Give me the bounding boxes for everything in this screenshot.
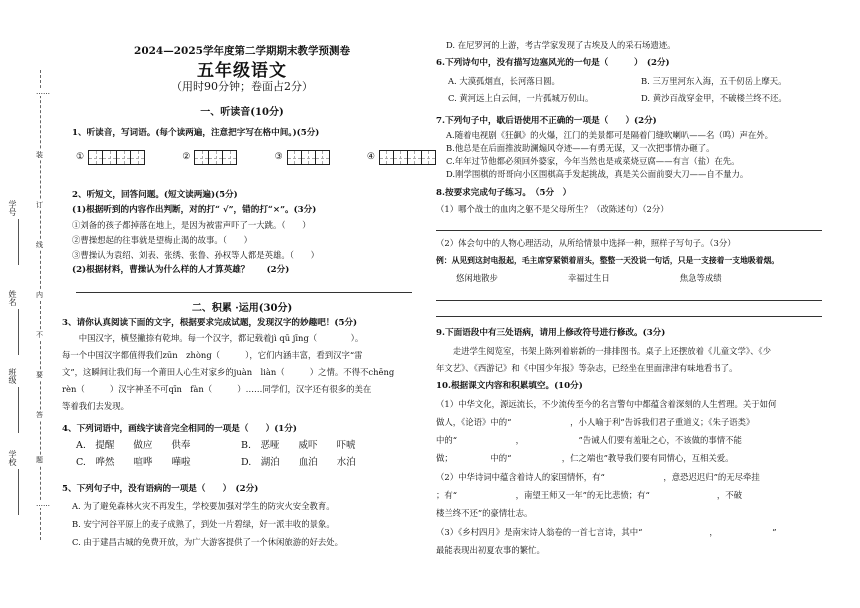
option-d[interactable]: D.刚学围棋的哥哥向小区围棋高手发起挑战，真是关公面前耍大刀——自不量力。 (446, 169, 749, 179)
question-2-2: (2)根据材料，曹操认为什么样的人才算英雄？ (2分) (72, 265, 290, 275)
binding-mark: 答 (36, 411, 43, 419)
binding-line (40, 70, 41, 540)
writing-grid[interactable] (287, 150, 330, 165)
option-d[interactable]: D. 在尼罗河的上游，考古学家发现了古埃及人的采石场遗迹。 (446, 40, 676, 50)
grid-group: ① (76, 150, 145, 165)
passage-line: 等着我们去发现。 (62, 401, 129, 411)
fill-line[interactable]: 做人，《论语》中的“ ，小人喻于利”告诉我们君子重道义；《朱子语类》 (436, 417, 755, 427)
passage-line: 每一个中国汉字都值得我们zūn zhòng（ ），它们内涵丰富，看到汉字“雷 (62, 350, 363, 360)
binding-mark: …… (36, 88, 50, 96)
q4-options (62, 440, 406, 470)
q8-example: 例：从见到这封电报起，毛主席穿紧锁着眉头，整整一天没说一句话，只是一支接着一支地吸着烟。 (436, 256, 780, 265)
q8-choices (436, 273, 854, 284)
question-2: 2、听短文，回答问题。(短文读两遍)(5分) (72, 190, 238, 200)
option-a[interactable]: A. 大漠孤烟直，长河落日圆。 (448, 76, 560, 86)
option-d[interactable]: D. 湖泊 血泊 水泊 (241, 456, 356, 468)
option-a[interactable]: A.随着电视剧《狂飙》的火爆，江门的美景都可是隔着门缝吹喇叭——名（鸣）声在外。 (446, 130, 773, 140)
binding-mark: 不 (36, 331, 43, 339)
answer-line[interactable] (436, 300, 822, 301)
writing-grid[interactable] (88, 150, 145, 165)
option-a[interactable]: A. 为了避免森林火灾不再发生，学校要加强对学生的防灾火安全教育。 (72, 501, 335, 511)
pinyin-grid-row (62, 150, 450, 165)
question-1: 1、听读音，写词语。(每个读两遍，注意把字写在格中间。)(5分) (72, 128, 320, 138)
grade-title: 五年级语文 (197, 61, 287, 81)
option-a[interactable]: A. 提醒 做应 供奉 (76, 440, 191, 451)
student-id-field[interactable]: 学号 (8, 200, 28, 265)
question-2-1: (1)根据听到的内容作出判断，对的打“ √”，错的打“×”。(3分) (72, 205, 317, 215)
passage-line: 文”，这瞬间让我们每一个莆田人心生对家乡的juàn liàn（ ）之情。不得不chēng (62, 367, 395, 377)
fill-line: （1）中华文化，源远流长，不少流传至今的名言警句中都蕴含着深刻的人生哲理。关于如何 (436, 399, 777, 409)
option-b[interactable]: B.他总是在后面推波助澜煽风夺迹——有勇无谋，又一次把事情办砸了。 (446, 143, 715, 153)
option-c[interactable]: C. 由于建昌古城的免费开放，为广大游客提供了一个休闲旅游的好去处。 (72, 537, 344, 547)
question-8-2: （2）体会句中的人物心理活动，从所给情景中选择一种，照样子写句子。（3分） (436, 238, 736, 248)
choice-item[interactable]: 悠闲地散步 (456, 273, 498, 283)
fill-line[interactable]: 中的“ ， ”告诫人们要有羞耻之心，不该做的事情不能 (436, 435, 742, 445)
question-3: 3、请你认真阅读下面的文字，根据要求完成试题，发现汉字的妙趣吧！(5分) (62, 318, 358, 328)
binding-mark: 内 (36, 291, 43, 299)
fill-line[interactable]: 做； 中的“ ，仁之端也”教导我们要有同情心，互相关爱。 (436, 453, 734, 463)
binding-mark: 订 (36, 201, 43, 209)
answer-line[interactable] (76, 292, 412, 293)
binding-margin (0, 0, 58, 608)
section-2-title: 二、积累 ·运用(30分) (191, 303, 293, 314)
question-5: 5、下列句子中，没有语病的一项是（ ） (2分) (62, 484, 259, 494)
answer-line[interactable] (436, 316, 822, 317)
option-c[interactable]: C. 哗然 喧哗 嘩啦 (76, 456, 191, 468)
fill-line[interactable]: （3）《乡村四月》是南宋诗人翁卷的一首七言诗，其中“ ， ” (436, 527, 777, 537)
time-note: （用时90分钟；卷面占2分） (171, 80, 313, 93)
student-name-field[interactable]: 姓名 (8, 290, 28, 355)
answer-line[interactable] (436, 230, 822, 231)
judge-item[interactable]: ②曹操想起的往事就是望梅止渴的故事。（ ） (72, 235, 253, 245)
grid-group: ② (182, 150, 237, 165)
fill-line: 楼兰终不还”的豪情壮志。 (436, 508, 533, 518)
question-7: 7.下列句子中，歇后语使用不正确的一项是（ ）(2分) (436, 116, 657, 126)
option-c[interactable]: C. 黄河远上白云间，一片孤城万仞山。 (448, 93, 594, 104)
passage-line: rèn（ ）汉字神圣不可qīn fàn（ ）……同学们，汉字还有很多的美在 (62, 384, 372, 394)
q6-options (436, 76, 834, 105)
fill-line[interactable]: ；有“ ，南望王师又一年”的无比悲愤；有“ ，不破 (436, 490, 742, 500)
binding-mark: 线 (36, 241, 43, 249)
judge-item[interactable]: ①刘备的孩子都掉落在地上，是因为被雷声吓了一大跳。（ ） (72, 220, 311, 230)
binding-mark: 装 (36, 151, 43, 159)
writing-grid[interactable] (194, 150, 237, 165)
passage-line: 走进学生阅览室，书架上陈列着崭新的一排排图书。桌子上还摆放着《儿童文学》、《少 (452, 346, 772, 356)
binding-mark: 要 (36, 371, 43, 379)
choice-item[interactable]: 幸福过生日 (567, 273, 610, 283)
judge-item[interactable]: ③曹操认为袁绍、刘表、张绣、张鲁、孙权等人都是英雄。（ ） (72, 250, 320, 260)
question-4: 4、下列词语中，画线字读音完全相同的一项是（ ）(1分) (62, 424, 297, 434)
school-field[interactable]: 学校 (8, 450, 28, 515)
option-d[interactable]: D. 黄沙百战穿金甲，不破楼兰终不还。 (641, 93, 787, 104)
class-field[interactable]: 班级 (8, 368, 28, 433)
option-b[interactable]: B. 三万里河东入海，五千仞岳上摩天。 (641, 76, 787, 86)
fill-line[interactable]: （2）中华诗词中蕴含着诗人的家国情怀，有“ ，意恐迟迟归”的无尽牵挂 (436, 472, 760, 482)
option-b[interactable]: B. 恶哑 威吓 吓唬 (241, 440, 356, 451)
binding-mark: …… (36, 500, 50, 508)
option-b[interactable]: B. 安宁河谷平原上的麦子成熟了，到处一片碧绿，好一派丰收的景象。 (72, 519, 335, 529)
question-8: 8.按要求完成句子练习。 （5分 ） (436, 188, 572, 198)
section-1-title: 一、听读音(10分) (200, 107, 284, 118)
writing-grid[interactable] (379, 150, 436, 165)
choice-item[interactable]: 焦急等成绩 (679, 273, 722, 283)
exam-title: 2024—2025学年度第二学期期末教学预测卷 (134, 45, 350, 57)
passage-line: 中国汉字，横竖撇捺有乾坤。每一个汉字，都记载着jì qū jīng（ ）。 (78, 333, 364, 343)
binding-mark: 题 (36, 456, 43, 464)
grid-group: ③ (275, 150, 330, 165)
passage-line: 年文艺》、《西游记》和《中国少年报》等杂志，已经坐在里面津津有味地看书了。 (436, 363, 738, 373)
option-c[interactable]: C.年年过节他都必须回外婆家，今年当然也是戒菜烧豆腐——有言（盐）在先。 (446, 156, 740, 166)
question-6: 6.下列诗句中，没有描写边塞风光的一句是（ ） (2分) (436, 58, 670, 68)
grid-group: ④ (367, 150, 436, 165)
question-9: 9.下面语段中有三处语病，请用上修改符号进行修改。(3分) (436, 328, 666, 338)
question-8-1: （1）哪个战士的血肉之躯不是父母所生？（改陈述句）（2分） (436, 204, 669, 214)
question-10: 10.根据课文内容和积累填空。(10分) (436, 381, 583, 391)
fill-line: 最能表现出初夏农事的繁忙。 (436, 545, 545, 555)
